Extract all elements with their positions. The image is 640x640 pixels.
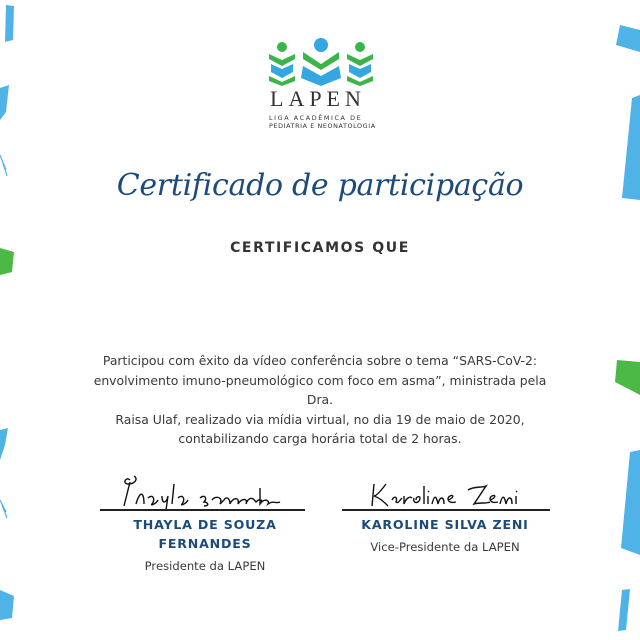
body-line: contabilizando carga horária total de 2 horas. <box>178 431 462 446</box>
signatory-name <box>100 515 310 553</box>
logo-subtitle-line1: LIGA ACADÊMICA DE <box>269 114 363 122</box>
certificate-title: Certificado de participação <box>116 168 524 203</box>
handwritten-signature <box>100 470 310 512</box>
certificate-body <box>80 351 560 449</box>
signatory-name <box>340 515 550 534</box>
signatory-role: Presidente da LAPEN <box>144 559 266 573</box>
body-line: envolvimento imuno-pneumológico com foco em asma”, ministrada pela Dra. <box>93 372 547 407</box>
signature-block-president <box>100 470 310 573</box>
people-figures-icon <box>265 36 377 86</box>
signatory-name-line1: KAROLINE SILVA ZENI <box>361 517 529 532</box>
logo-wordmark: LAPEN <box>270 86 366 111</box>
logo-subtitle <box>269 114 381 130</box>
signature-block-vice-president <box>340 470 550 554</box>
signatory-name-line2: FERNANDES <box>158 536 252 551</box>
signatory-name-line1: THAYLA DE SOUZA <box>133 517 277 532</box>
handwritten-signature <box>340 470 550 512</box>
body-line: Raisa Ulaf, realizado via mídia virtual, no dia 19 de maio de 2020, <box>115 411 525 427</box>
lapen-logo <box>265 36 380 136</box>
certify-heading: CERTIFICAMOS QUE <box>230 240 410 256</box>
signatory-role: Vice-Presidente da LAPEN <box>370 540 520 554</box>
body-line: Participou com êxito da vídeo conferência sobre o tema “SARS-CoV-2: <box>102 353 538 368</box>
logo-subtitle-line2: PEDIATRIA E NEONATOLOGIA <box>269 122 376 130</box>
